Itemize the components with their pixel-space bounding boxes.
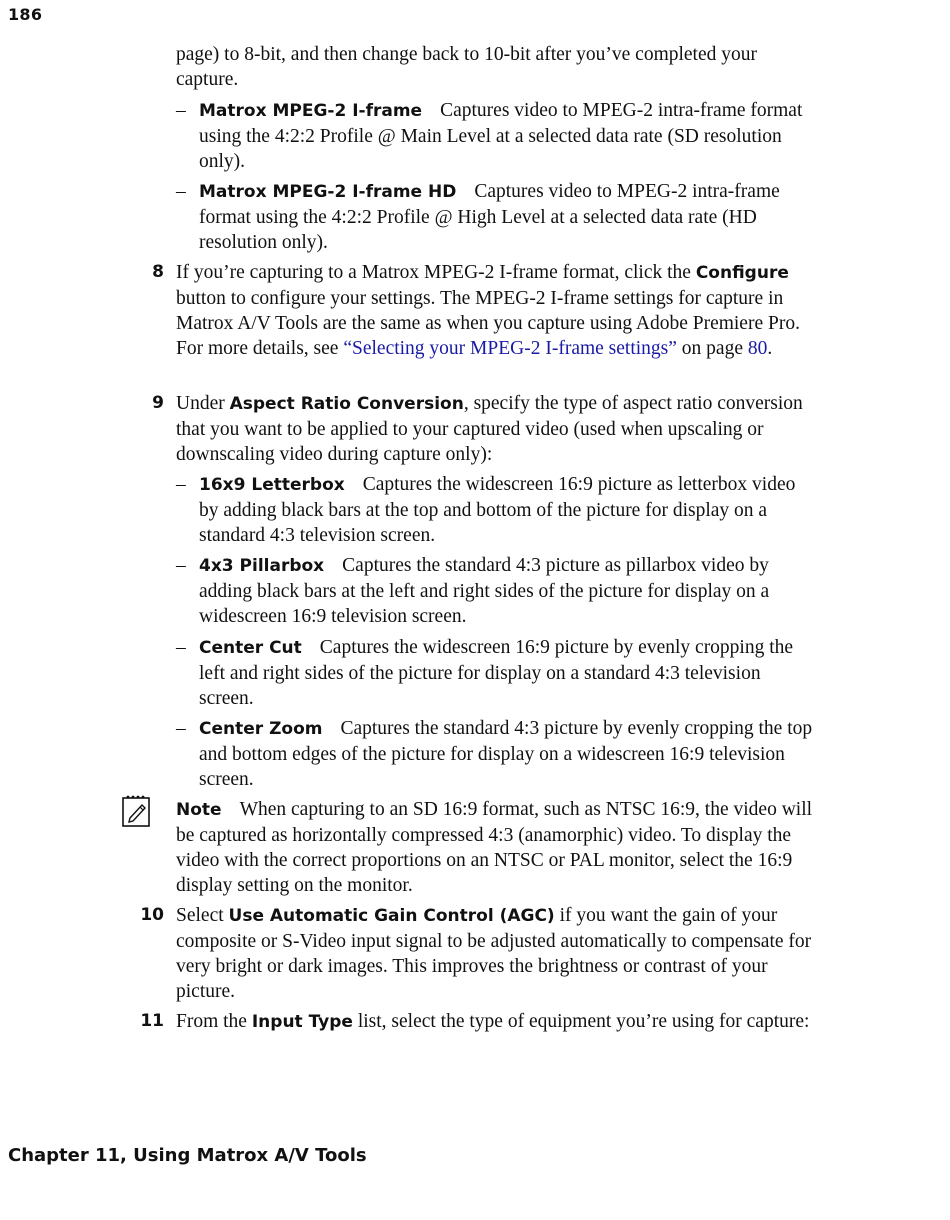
term: 16x9 Letterbox <box>199 475 345 495</box>
term: Matrox MPEG-2 I-frame HD <box>199 182 457 202</box>
term: 4x3 Pillarbox <box>199 556 325 576</box>
description: Captures the widescreen 16:9 picture as letterbox video by adding black bars at the top and bottom of the picture for display on a standard 4:3 television screen. <box>199 474 796 546</box>
step-text: . <box>767 338 773 359</box>
list-item-format-iframe <box>176 98 816 174</box>
ui-term-agc: Use Automatic Gain Control (AGC) <box>228 906 555 926</box>
page-number: 186 <box>8 5 43 24</box>
dash-bullet: – <box>176 100 186 121</box>
dash-bullet: – <box>176 474 186 495</box>
note-label: Note <box>176 800 222 820</box>
note-block <box>176 797 816 898</box>
step-text: on page <box>681 338 743 359</box>
step-number: 10 <box>140 905 164 925</box>
continuation-paragraph: page) to 8-bit, and then change back to 10-bit after you’ve completed your capture. <box>176 44 758 90</box>
dash-bullet: – <box>176 555 186 576</box>
step-9 <box>152 391 816 467</box>
step-number: 9 <box>152 393 164 413</box>
step-text: list, select the type of equipment you’re using for capture: <box>357 1011 810 1032</box>
list-item-letterbox <box>176 472 816 548</box>
note-text: When capturing to an SD 16:9 format, such as NTSC 16:9, the video will be captured as horizontally compressed 4:3 (anamorphic) video. To display the video with the correct proportions on an NTSC or PAL monitor, select the 16:9 display setting on the monitor. <box>176 799 813 896</box>
step-text: , specify the type of aspect ratio conversion that you want to be applied to your captured video (used when upscaling or downscaling video during capture only): <box>176 393 803 465</box>
step-text: If you’re capturing to a Matrox MPEG-2 I-frame format, click the <box>176 262 691 283</box>
term: Center Zoom <box>199 719 323 739</box>
dash-bullet: – <box>176 718 186 739</box>
step-8 <box>152 260 816 361</box>
step-text: button to configure your settings. The MPEG-2 I-frame settings for capture in Matrox A/V Tools are the same as when you capture using Adobe Premiere Pro. For more details, see <box>176 288 800 359</box>
step-text: if you want the gain of your composite or S-Video input signal to be adjusted automatically to compensate for very bright or dark images. This improves the brightness or contrast of your picture. <box>176 905 812 1002</box>
list-item-center-cut <box>176 635 816 711</box>
step-number: 8 <box>152 262 164 282</box>
description: Captures the standard 4:3 picture as pillarbox video by adding black bars at the left and right sides of the picture for display on a widescreen 16:9 television screen. <box>199 555 770 627</box>
ui-term-aspect-ratio: Aspect Ratio Conversion <box>229 394 464 414</box>
ui-term-configure: Configure <box>695 263 789 283</box>
notepad-icon <box>120 794 152 828</box>
dash-bullet: – <box>176 637 186 658</box>
list-item-pillarbox <box>176 553 816 629</box>
list-item-format-iframe-hd <box>176 179 816 255</box>
cross-reference-link[interactable]: “Selecting your MPEG-2 I-frame settings” <box>343 338 677 359</box>
page-reference-link[interactable]: 80 <box>747 338 768 359</box>
step-text: Under <box>176 393 225 414</box>
list-item-center-zoom <box>176 716 816 792</box>
step-11 <box>140 1009 816 1035</box>
term: Center Cut <box>199 638 302 658</box>
step-10 <box>140 903 816 1004</box>
description: Captures video to MPEG-2 intra-frame format using the 4:2:2 Profile @ Main Level at a selected data rate (SD resolution only). <box>199 100 803 172</box>
description: Captures the widescreen 16:9 picture by evenly cropping the left and right sides of the picture for display on a standard 4:3 television screen. <box>199 637 794 709</box>
step-text: Select <box>176 905 224 926</box>
dash-bullet: – <box>176 181 186 202</box>
ui-term-input-type: Input Type <box>251 1012 353 1032</box>
step-text: From the <box>176 1011 247 1032</box>
description: Captures video to MPEG-2 intra-frame format using the 4:2:2 Profile @ High Level at a selected data rate (HD resolution only). <box>199 181 780 253</box>
chapter-footer: Chapter 11, Using Matrox A/V Tools <box>8 1145 367 1166</box>
description: Captures the standard 4:3 picture by evenly cropping the top and bottom edges of the picture for display on a widescreen 16:9 television screen. <box>199 718 813 790</box>
term: Matrox MPEG-2 I-frame <box>199 101 423 121</box>
step-number: 11 <box>140 1011 164 1031</box>
